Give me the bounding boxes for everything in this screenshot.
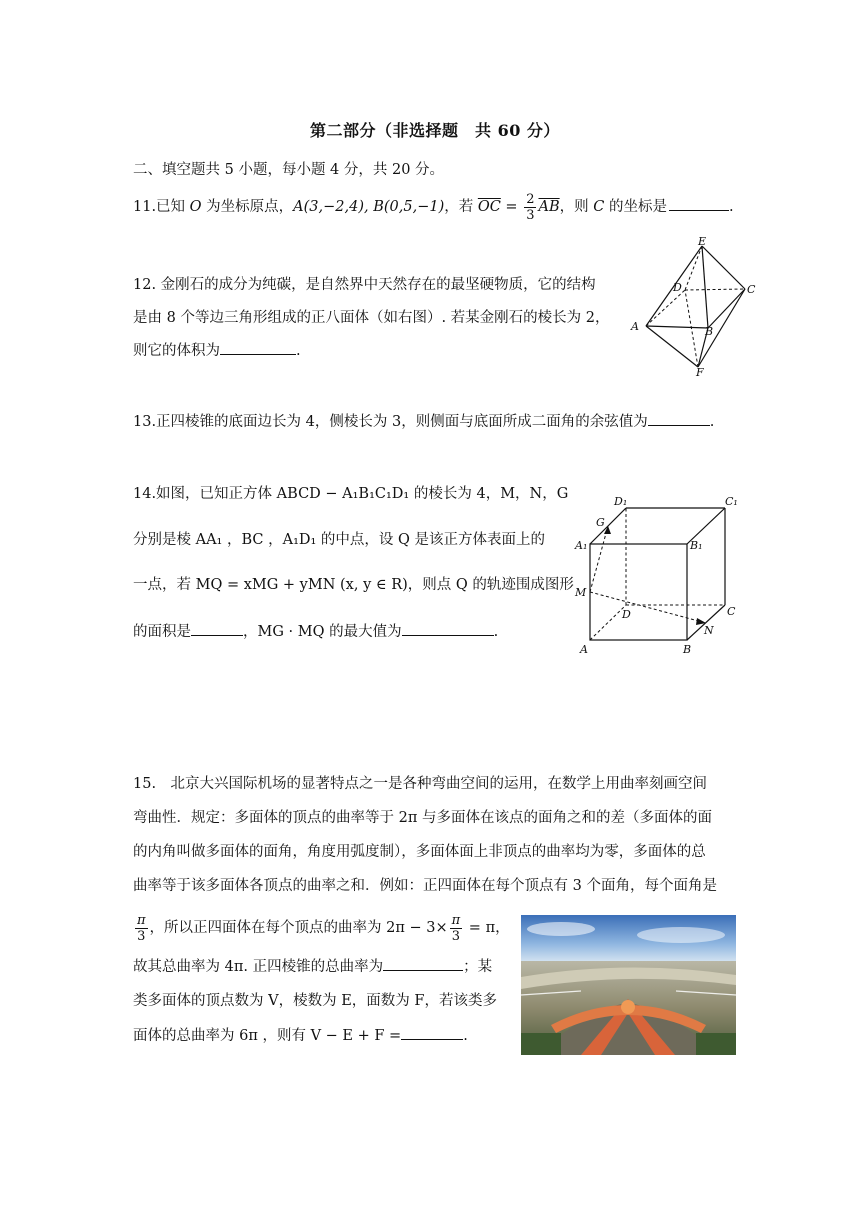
q11-frac-den: 3 — [526, 207, 535, 223]
q11-text-3: ，若 — [444, 199, 478, 215]
q15-frac-2-num: π — [451, 912, 461, 928]
q11-fraction — [524, 192, 536, 223]
q11-vector-oc: $\overline{OC}$ — [477, 199, 501, 215]
q15-line-2: 弯曲性．规定：多面体的顶点的曲率等于 2π 与多面体在该点的面角之和的差（多面体的面 — [133, 810, 712, 826]
q11-vector-ab: $\overline{AB}$ — [538, 199, 560, 215]
q11-text-1: 11.已知 — [133, 199, 190, 215]
label-a: A — [631, 320, 639, 333]
label-a1: A₁ — [575, 539, 588, 552]
q15-line-6-end: ；某 — [463, 959, 493, 975]
octahedron-figure — [625, 236, 760, 378]
label-c1: C₁ — [725, 495, 738, 508]
edge-bc — [708, 289, 745, 328]
q12-line-1: 12. 金刚石的成分为纯碳，是自然界中天然存在的最坚硬物质，它的结构 — [133, 277, 596, 293]
q15-frac-2 — [450, 913, 463, 944]
label-b: B — [705, 325, 714, 338]
edge-fd-hidden — [685, 290, 698, 367]
q11-text-4: ，则 — [559, 199, 594, 215]
airport-photo-drawing — [521, 915, 736, 1055]
q15-line-8-text: 面体的总曲率为 6π ，则有 V − E + F = — [133, 1028, 402, 1044]
q11-text-2: 为坐标原点， — [201, 199, 294, 215]
vector-mg — [590, 526, 608, 592]
q11-end: . — [728, 199, 734, 215]
q13-text: 13.正四棱锥的底面边长为 4，侧棱长为 3，则侧面与底面所成二面角的余弦值为 — [133, 414, 648, 430]
q15-line-6 — [133, 955, 492, 976]
q15-line-5 — [133, 910, 510, 946]
question-13 — [133, 410, 714, 431]
q11-points: A(3,−2,4), B(0,5,−1) — [293, 199, 445, 215]
q14-end: . — [493, 624, 499, 640]
q15-line-4: 曲率等于该多面体各顶点的曲率之和．例如：正四面体在每个顶点有 3 个面角，每个面角是 — [133, 878, 717, 894]
q15-curvature-blank[interactable] — [383, 956, 463, 971]
q11-frac-num: 2 — [526, 191, 535, 207]
label-n: N — [704, 624, 714, 637]
edge-ad-hidden — [590, 605, 626, 640]
q14-line-3: 一点，若 MQ = xMG + yMN (x, y ∈ R)，则点 Q 的轨迹围成图形 — [133, 577, 574, 593]
q15-frac-2-den: 3 — [451, 928, 461, 944]
label-m: M — [575, 586, 587, 599]
label-c: C — [727, 605, 736, 618]
edge-eb — [702, 246, 708, 328]
q14-line-1: 14.如图，已知正方体 ABCD − A₁B₁C₁D₁ 的棱长为 4，M，N，G — [133, 486, 569, 502]
label-b1: B₁ — [690, 539, 703, 552]
q11-point-c: C — [593, 199, 605, 215]
edge-ab — [646, 326, 708, 328]
q12-line-3 — [133, 339, 301, 360]
q14-line-2: 分别是棱 AA₁ ，BC ，A₁D₁ 的中点，设 Q 是该正方体表面上的 — [133, 532, 546, 548]
cube-figure — [570, 492, 745, 658]
q11-text-5: 的坐标是 — [604, 199, 667, 215]
label-g: G — [596, 516, 605, 529]
q14-area-blank[interactable] — [191, 621, 243, 636]
vector-mn — [590, 592, 706, 623]
q14-line-4-text: 的面积是 — [133, 624, 191, 640]
label-d: D — [622, 608, 631, 621]
q15-frac-1 — [135, 913, 148, 944]
q12-line-2: 是由 8 个等边三角形组成的正八面体（如右图）. 若某金刚石的棱长为 2， — [133, 310, 610, 326]
label-a: A — [580, 643, 588, 656]
q15-frac-1-num: π — [137, 912, 146, 928]
q11-equals: = — [500, 199, 523, 215]
label-d1: D₁ — [614, 495, 628, 508]
q15-line-7: 类多面体的顶点数为 V，棱数为 E，面数为 F，若该类多 — [133, 993, 497, 1009]
q15-line-8 — [133, 1024, 468, 1045]
q14-line-4-mid: ，MG · MQ 的最大值为 — [243, 624, 402, 640]
q15-line-5-end: = π， — [464, 920, 510, 936]
q14-line-4 — [133, 620, 498, 641]
label-c: C — [747, 283, 756, 296]
q15-frac-1-den: 3 — [137, 928, 146, 944]
label-d: D — [673, 281, 682, 294]
q15-line-1: 15. 北京大兴国际机场的显著特点之一是各种弯曲空间的运用，在数学上用曲率刻画空间 — [133, 776, 708, 792]
q12-answer-blank[interactable] — [220, 340, 296, 355]
edge-dc-hidden — [685, 289, 745, 290]
arrow-g — [604, 526, 611, 534]
question-11 — [133, 190, 734, 224]
label-b: B — [683, 643, 692, 656]
edge-ed-hidden — [685, 246, 702, 290]
label-f: F — [696, 366, 704, 378]
q15-line-5-text: ，所以正四面体在每个顶点的曲率为 2π − 3× — [149, 920, 448, 936]
q13-end: . — [709, 414, 715, 430]
label-e: E — [698, 236, 707, 248]
q12-end: . — [296, 343, 301, 359]
section-title: 第二部分（非选择题 共 60 分） — [310, 121, 560, 140]
q14-max-blank[interactable] — [402, 621, 494, 636]
cube-front-face — [590, 544, 687, 640]
edge-fa — [646, 326, 698, 367]
q15-line-3: 的内角叫做多面体的面角，角度用弧度制），多面体面上非顶点的曲率均为零，多面体的总 — [133, 844, 706, 860]
q15-line-6-text: 故其总曲率为 4π. 正四棱锥的总曲率为 — [133, 959, 384, 975]
edge-ec — [702, 246, 745, 289]
q11-answer-blank[interactable] — [669, 196, 729, 211]
section-intro: 二、填空题共 5 小题，每小题 4 分，共 20 分。 — [133, 162, 445, 178]
airport-photo — [521, 915, 736, 1055]
q11-origin: O — [189, 199, 202, 215]
q12-line-3-text: 则它的体积为 — [133, 343, 220, 359]
edge-ad-hidden — [646, 290, 685, 326]
q15-end: . — [463, 1028, 468, 1044]
q15-euler-blank[interactable] — [401, 1025, 463, 1040]
q13-answer-blank[interactable] — [648, 411, 710, 426]
